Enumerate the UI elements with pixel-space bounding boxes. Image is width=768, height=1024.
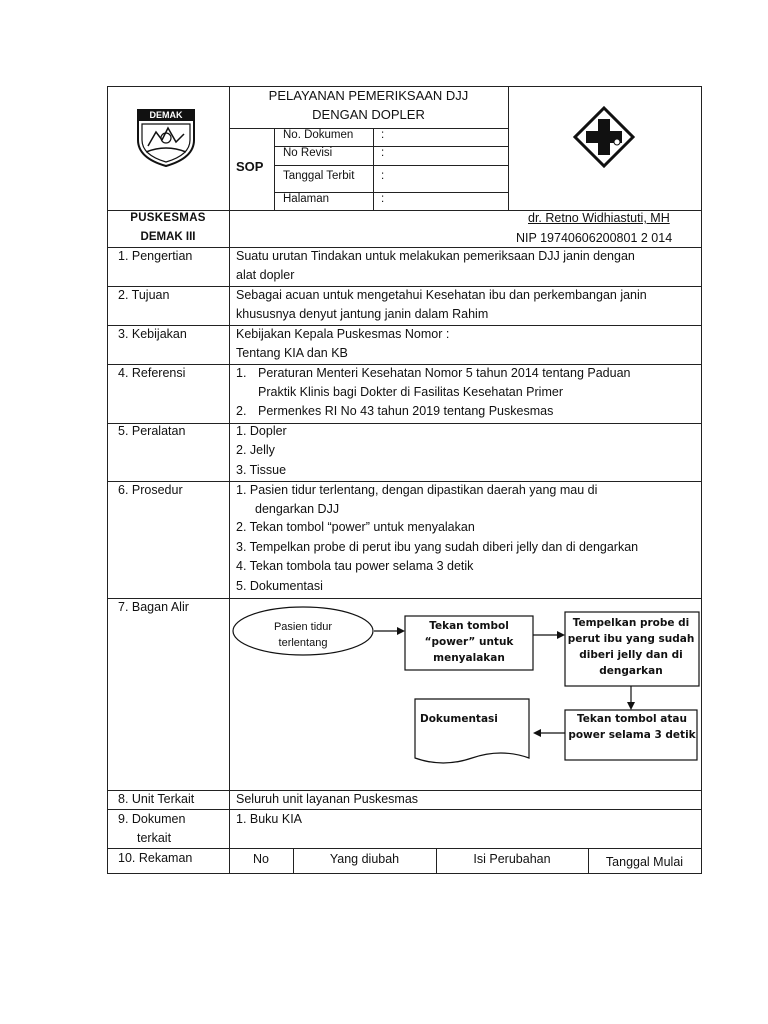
prosedur-step5: 5. Dokumentasi	[236, 579, 323, 593]
label-tujuan: 2. Tujuan	[118, 288, 170, 302]
meta-row-line-2	[274, 165, 509, 166]
label-pengertian: 1. Pengertian	[118, 249, 193, 263]
row-line-peralatan	[107, 423, 702, 424]
prosedur-step4: 4. Tekan tombola tau power selama 3 detik	[236, 559, 474, 573]
peralatan-item-2: 2. Jelly	[236, 443, 275, 457]
referensi-num-1: 1.	[236, 366, 247, 380]
meta-sep-no-revisi: :	[381, 147, 385, 159]
meta-label-no-revisi: No Revisi	[283, 147, 333, 159]
label-bagan-alir: 7. Bagan Alir	[118, 600, 189, 614]
doc-title-line1: PELAYANAN PEMERIKSAAN DJJ	[268, 88, 469, 103]
label-referensi: 4. Referensi	[118, 366, 186, 380]
sop-label: SOP	[236, 159, 264, 174]
signer-name: dr. Retno Widhiastuti, MH	[528, 211, 670, 225]
frame-left	[107, 86, 108, 874]
flow-hold-text: Tekan tombol atau power selama 3 detik	[568, 713, 696, 741]
rekaman-col-no: No	[253, 852, 269, 866]
row-line-rekaman	[107, 848, 702, 849]
title-bottom	[229, 128, 509, 129]
frame-bottom	[107, 873, 702, 874]
demak-logo	[134, 104, 198, 168]
rekaman-col-yang-diubah: Yang diubah	[329, 852, 400, 866]
label-dokumen-terkait-1: 9. Dokumen	[118, 812, 186, 826]
referensi-num-2: 2.	[236, 404, 247, 418]
meta-label-tanggal-terbit: Tanggal Terbit	[283, 170, 355, 182]
referensi-1-line2: Praktik Klinis bagi Dokter di Fasilitas Kesehatan Primer	[258, 385, 563, 399]
label-rekaman: 10. Rekaman	[118, 851, 193, 865]
meta-label-halaman: Halaman	[283, 193, 330, 205]
tujuan-line2: khususnya denyut jantung janin dalam Rahim	[236, 307, 489, 321]
dokumen-terkait-value: 1. Buku KIA	[236, 812, 303, 826]
doc-title-line2: DENGAN DOPLER	[312, 107, 425, 122]
meta-label-no-dokumen: No. Dokumen	[283, 129, 354, 141]
peralatan-item-1: 1. Dopler	[236, 424, 287, 438]
prosedur-step3: 3. Tempelkan probe di perut ibu yang sudah diberi jelly dan di dengarkan	[236, 540, 639, 554]
flow-probe-text: Tempelkan probe di perut ibu yang sudah diberi jelly dan di dengarkan	[567, 617, 695, 677]
org-name-line2: DEMAK III	[140, 231, 196, 243]
prosedur-step1-line1: 1. Pasien tidur terlentang, dengan dipastikan daerah yang mau di	[236, 483, 598, 497]
meta-sep-no-dokumen: :	[381, 129, 385, 141]
tujuan-line1: Sebagai acuan untuk mengetahui Kesehatan ibu dan perkembangan janin	[236, 288, 647, 302]
referensi-2-line1: Permenkes RI No 43 tahun 2019 tentang Puskesmas	[258, 404, 554, 418]
row-line-dokumen	[107, 809, 702, 810]
flow-power-text: Tekan tombol “power” untuk menyalakan	[424, 620, 514, 664]
meta-sep-tanggal-terbit: :	[381, 170, 385, 182]
org-name-line1: PUSKESMAS	[130, 212, 206, 224]
rekaman-col-isi-perubahan: Isi Perubahan	[473, 852, 551, 866]
flow-start-text: Pasien tidur terlentang	[273, 621, 333, 649]
meta-sep-halaman: :	[381, 193, 385, 205]
peralatan-item-3: 3. Tissue	[236, 463, 287, 477]
label-unit-terkait: 8. Unit Terkait	[118, 792, 195, 806]
label-prosedur: 6. Prosedur	[118, 483, 183, 497]
prosedur-step1-line2: dengarkan DJJ	[255, 502, 340, 516]
flow-doc-shape	[415, 699, 529, 763]
label-dokumen-terkait-2: terkait	[137, 831, 172, 845]
prosedur-step2: 2. Tekan tombol “power” untuk menyalakan	[236, 520, 475, 534]
signer-nip: NIP 19740606200801 2 014	[516, 231, 673, 245]
meta-divider	[373, 128, 374, 210]
pengertian-line1: Suatu urutan Tindakan untuk melakukan pemeriksaan DJJ janin dengan	[236, 249, 635, 263]
kebijakan-line2: Tentang KIA dan KB	[236, 346, 348, 360]
label-kebijakan: 3. Kebijakan	[118, 327, 187, 341]
puskesmas-logo	[573, 106, 635, 168]
sop-divider	[274, 128, 275, 210]
rekaman-col-tanggal-mulai: Tanggal Mulai	[605, 855, 684, 869]
pengertian-line2: alat dopler	[236, 268, 295, 282]
referensi-1-line1: Peraturan Menteri Kesehatan Nomor 5 tahun 2014 tentang Paduan	[258, 366, 631, 380]
flow-doc-text: Dokumentasi	[420, 713, 498, 725]
unit-terkait-value: Seluruh unit layanan Puskesmas	[236, 792, 419, 806]
label-peralatan: 5. Peralatan	[118, 424, 186, 438]
logo-text: DEMAK	[149, 110, 183, 120]
frame-right	[701, 86, 702, 874]
kebijakan-line1: Kebijakan Kepala Puskesmas Nomor :	[236, 327, 450, 341]
